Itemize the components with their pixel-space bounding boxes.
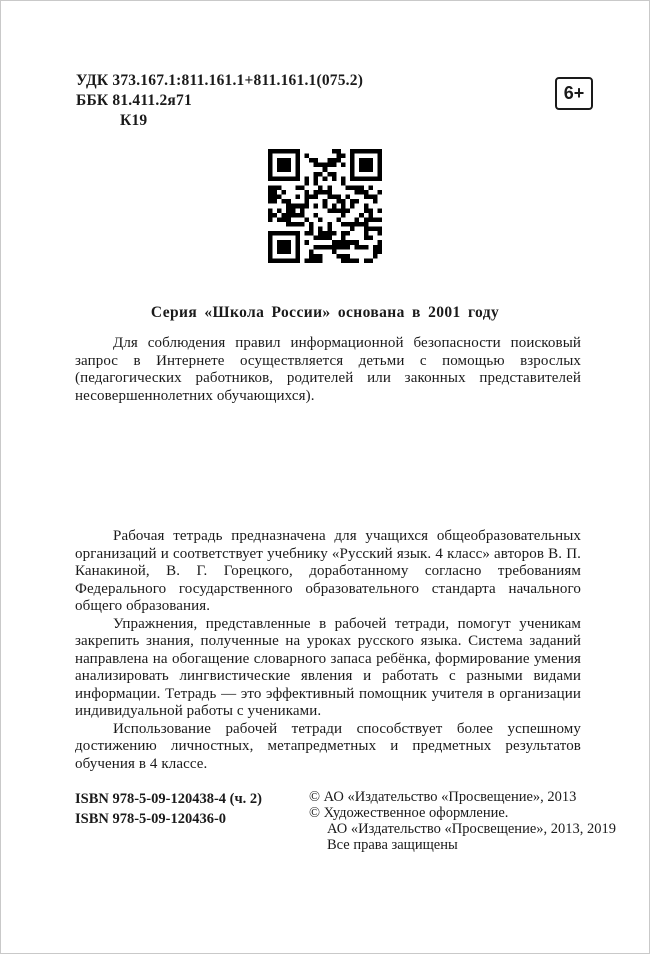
qr-code: [1, 149, 649, 263]
safety-paragraph: Для соблюдения правил информационной безопасности поисковый запрос в Интернете осуществляется детьми с помощью взрослых (педагогических работников, родителей или законных представителей несовершеннолетних обучающихся).: [75, 335, 581, 404]
copyright-line: Все права защищены: [327, 837, 458, 853]
author-sign-line: К19: [120, 112, 148, 129]
annotation-paragraph: Рабочая тетрадь предназначена для учащихся общеобразовательных организаций и соответствует учебнику «Русский язык. 4 класс» авторов В. П. Канакиной, В. Г. Горецкого, доработанному согласно требованиям Федерального государственного образовательного стандарта начального общего образования.: [75, 528, 581, 614]
isbn-block: [75, 789, 262, 829]
annotation: [75, 528, 581, 773]
annotation-paragraph: Упражнения, представленные в рабочей тетради, помогут ученикам закрепить знания, полученные на уроках русского языка. Система заданий направлена на обогащение словарного запаса ребёнка, формирование умения анализировать лингвистические явления и работать с разными видами информации. Тетрадь — это эффективный помощник учителя в организации индивидуальной работы с учениками.: [75, 615, 581, 719]
age-rating-badge: 6+: [555, 77, 593, 110]
qr-code-image: [268, 149, 382, 263]
copyright-block: [309, 789, 616, 853]
bbk-line: ББК 81.411.2я71: [76, 92, 192, 109]
classification-block: [76, 71, 363, 131]
isbn-line: ISBN 978-5-09-120436-0: [75, 811, 227, 827]
series-line: Серия «Школа России» основана в 2001 году: [150, 304, 500, 321]
copyright-line: © АО «Издательство «Просвещение», 2013: [309, 789, 577, 805]
copyright-line: © Художественное оформление.: [309, 805, 509, 821]
isbn-line: ISBN 978-5-09-120438-4 (ч. 2): [75, 791, 262, 807]
copyright-line: АО «Издательство «Просвещение», 2013, 2019: [327, 821, 617, 837]
safety-notice: [75, 335, 581, 405]
annotation-paragraph: Использование рабочей тетради способствует более успешному достижению личностных, метапредметных и предметных результатов обучения в 4 классе.: [75, 720, 581, 772]
udk-line: УДК 373.167.1:811.161.1+811.161.1(075.2): [76, 72, 364, 89]
